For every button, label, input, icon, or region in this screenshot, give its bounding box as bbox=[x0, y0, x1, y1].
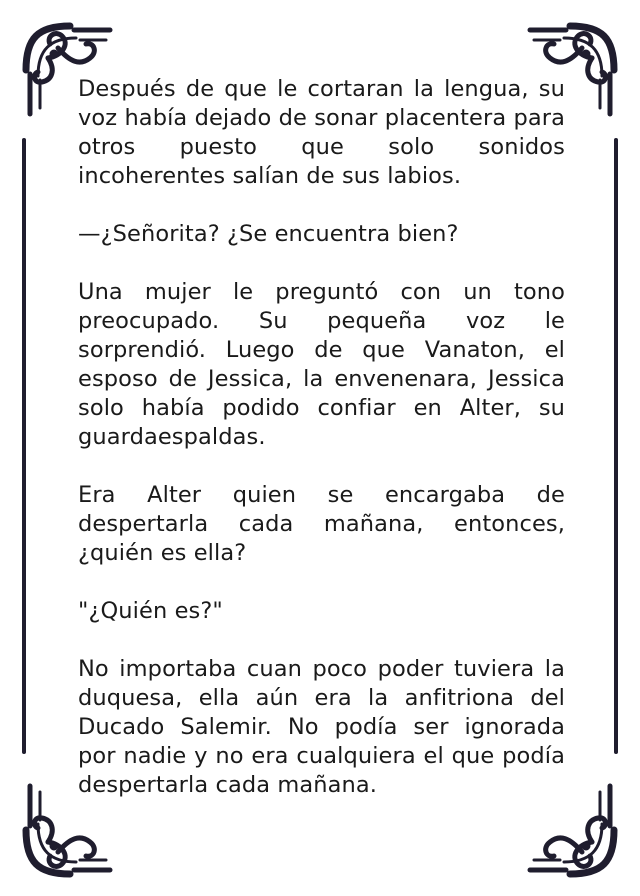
story-text bbox=[78, 75, 565, 829]
paragraph: Era Alter quien se encargaba de despertarla cada mañana, entonces, ¿quién es ella? bbox=[78, 482, 565, 566]
paragraph: —¿Señorita? ¿Se encuentra bien? bbox=[78, 221, 459, 247]
frame-border-left bbox=[22, 138, 26, 754]
paragraph: Después de que le cortaran la lengua, su voz había dejado de sonar placentera para otros puesto que solo sonidos incoherentes salían de sus labios. bbox=[78, 76, 566, 189]
frame-border-right bbox=[614, 138, 618, 754]
paragraph: Una mujer le preguntó con un tono preocupado. Su pequeña voz le sorprendió. Luego de que Vanaton, el esposo de Jessica, la envenenara, Jessica solo había podido confiar en Alter, su guardaespaldas. bbox=[78, 279, 565, 450]
paragraph: "¿Quién es?" bbox=[78, 598, 223, 624]
paragraph: No importaba cuan poco poder tuviera la duquesa, ella aún era la anfitriona del Ducado Salemir. No podía ser ignorada por nadie y no era cualquiera el que podía despertarla cada mañana. bbox=[78, 656, 565, 798]
